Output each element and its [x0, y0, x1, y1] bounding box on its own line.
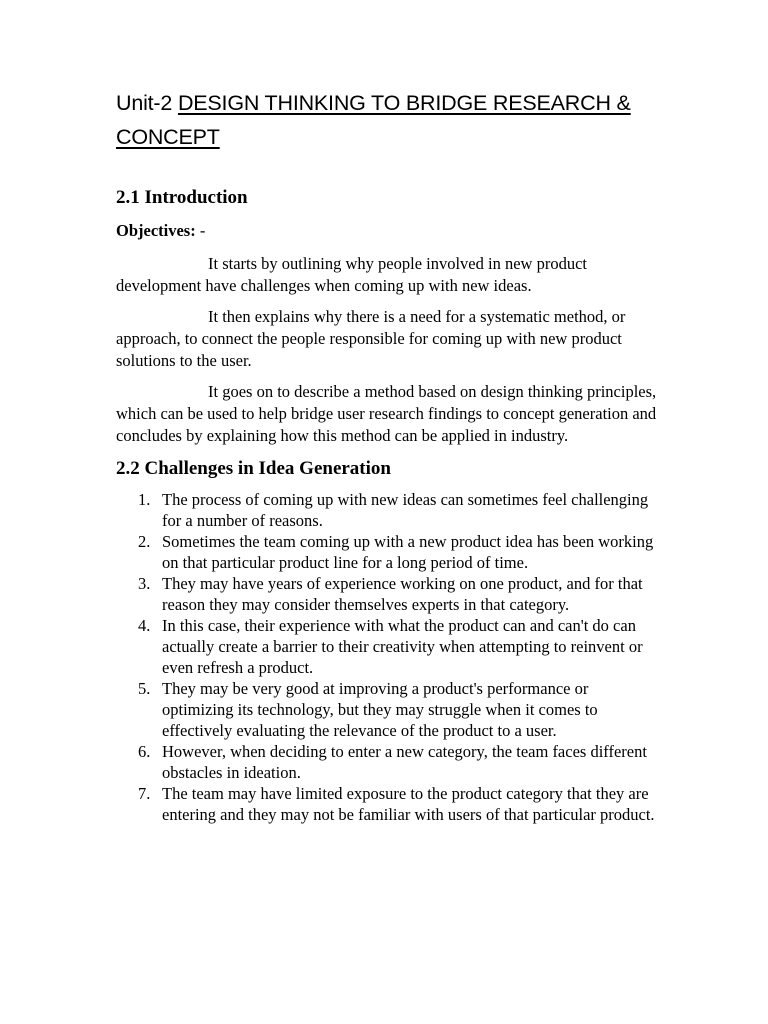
list-item: [116, 489, 661, 531]
list-item-number: 4.: [138, 616, 151, 635]
objectives-line: [116, 220, 661, 242]
challenges-list: [116, 489, 661, 825]
list-item: [116, 573, 661, 615]
list-item: [116, 531, 661, 573]
list-item-number: 5.: [138, 679, 151, 698]
intro-paragraph-3: It goes on to describe a method based on design thinking principles, which can be used to help bridge user research findings to concept generation and concludes by explaining how this method can be applied in industry.: [116, 382, 657, 445]
objectives-suffix: -: [195, 221, 206, 240]
list-item-number: 2.: [138, 532, 151, 551]
list-item-number: 1.: [138, 490, 151, 509]
objectives-label: Objectives:: [116, 221, 196, 240]
list-item-text: They may be very good at improving a product's performance or optimizing its technology, but they may struggle when it comes to effectively evaluating the relevance of the product to a user.: [162, 679, 598, 740]
list-item: [116, 615, 661, 678]
unit-title-text: DESIGN THINKING TO BRIDGE RESEARCH & CONCEPT: [116, 91, 631, 149]
list-item: [116, 783, 661, 825]
list-item-text: Sometimes the team coming up with a new product idea has been working on that particular product line for a long period of time.: [162, 532, 654, 572]
list-item-text: They may have years of experience working on one product, and for that reason they may consider themselves experts in that category.: [162, 574, 643, 614]
section-heading-challenges: 2.2 Challenges in Idea Generation: [116, 458, 391, 479]
list-item-text: However, when deciding to enter a new category, the team faces different obstacles in ideation.: [162, 742, 647, 782]
unit-prefix: Unit-2: [116, 91, 178, 115]
document-page: [116, 86, 661, 825]
list-item: [116, 678, 661, 741]
section-heading-introduction: 2.1 Introduction: [116, 187, 248, 208]
list-item-text: The team may have limited exposure to the product category that they are entering and they may not be familiar with users of that particular product.: [162, 784, 655, 824]
unit-title: [116, 86, 661, 154]
list-item-number: 7.: [138, 784, 151, 803]
list-item: [116, 741, 661, 783]
intro-paragraph-2: It then explains why there is a need for a systematic method, or approach, to connect the people responsible for coming up with new product solutions to the user.: [116, 307, 626, 370]
intro-paragraph-1: It starts by outlining why people involved in new product development have challenges when coming up with new ideas.: [116, 254, 587, 295]
list-item-number: 3.: [138, 574, 151, 593]
list-item-number: 6.: [138, 742, 151, 761]
list-item-text: The process of coming up with new ideas can sometimes feel challenging for a number of reasons.: [162, 490, 649, 530]
list-item-text: In this case, their experience with what the product can and can't do can actually create a barrier to their creativity when attempting to reinvent or even refresh a product.: [162, 616, 643, 677]
